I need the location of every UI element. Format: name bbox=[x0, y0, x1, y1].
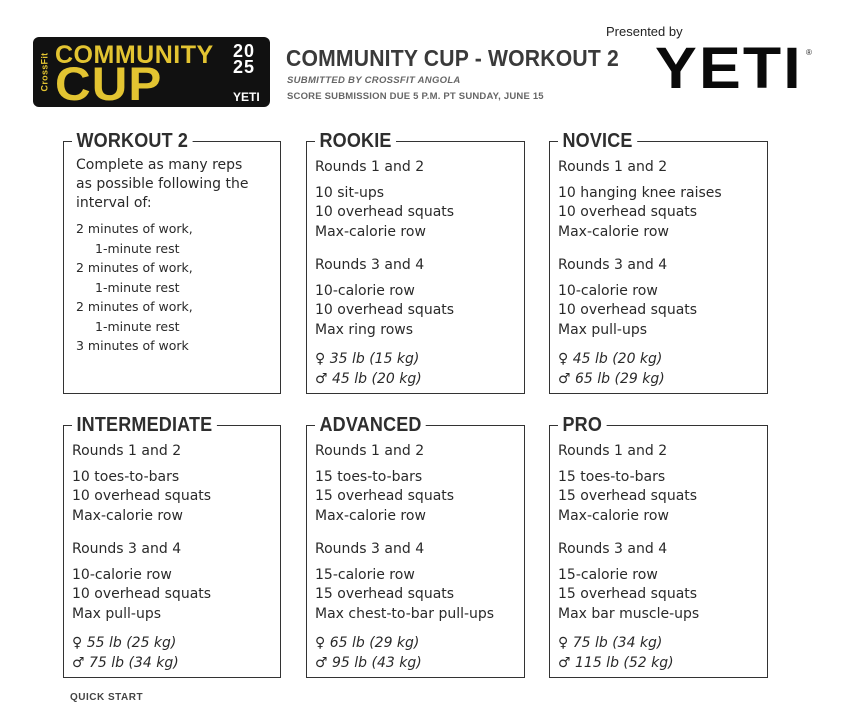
movement: 10-calorie row bbox=[558, 282, 658, 299]
rounds-label: Rounds 1 and 2 bbox=[315, 159, 425, 175]
registered-mark: ® bbox=[806, 48, 812, 57]
logo-sponsor-text: YETI bbox=[233, 90, 260, 104]
movement: 10 overhead squats bbox=[558, 302, 698, 318]
workout-intro-line: interval of: bbox=[76, 195, 152, 211]
movement: Max-calorie row bbox=[315, 507, 426, 524]
male-weight: ♂ 115 lb (52 kg) bbox=[558, 654, 674, 671]
workout-intro-line: Complete as many reps bbox=[76, 157, 243, 173]
interval-rest: 1-minute rest bbox=[95, 240, 180, 256]
movement: 15-calorie row bbox=[315, 566, 415, 583]
page-title: COMMUNITY CUP - WORKOUT 2 bbox=[286, 45, 619, 71]
movement: 10-calorie row bbox=[315, 282, 415, 299]
male-weight: ♂ 45 lb (20 kg) bbox=[315, 370, 422, 387]
division-box-advanced bbox=[306, 414, 525, 678]
male-weight: ♂ 95 lb (43 kg) bbox=[315, 654, 422, 671]
quick-start-heading-partial: QUICK START bbox=[70, 692, 144, 703]
movement: 15 overhead squats bbox=[558, 488, 698, 504]
interval-rest: 1-minute rest bbox=[95, 318, 180, 334]
rounds-label: Rounds 3 and 4 bbox=[315, 541, 425, 557]
movement: 15 toes-to-bars bbox=[315, 468, 423, 485]
movement: Max-calorie row bbox=[558, 507, 669, 524]
movement: 10 hanging knee raises bbox=[558, 184, 722, 201]
division-title: ADVANCED bbox=[315, 413, 426, 437]
rounds-label: Rounds 3 and 4 bbox=[558, 257, 668, 273]
logo-community-text: COMMUNITY bbox=[55, 41, 214, 69]
rounds-label: Rounds 3 and 4 bbox=[72, 541, 182, 557]
division-title: INTERMEDIATE bbox=[72, 413, 217, 437]
rounds-label: Rounds 3 and 4 bbox=[558, 541, 668, 557]
movement: Max ring rows bbox=[315, 321, 414, 338]
movement: Max pull-ups bbox=[558, 321, 648, 338]
movement: 15 overhead squats bbox=[315, 488, 455, 504]
rounds-label: Rounds 1 and 2 bbox=[315, 443, 425, 459]
movement: 10 overhead squats bbox=[315, 204, 455, 220]
division-box-rookie bbox=[306, 130, 525, 394]
movement: Max-calorie row bbox=[72, 507, 183, 524]
community-cup-logo bbox=[33, 37, 270, 107]
division-title: ROOKIE bbox=[315, 129, 396, 153]
movement: Max bar muscle-ups bbox=[558, 605, 700, 622]
division-box-novice bbox=[549, 130, 768, 394]
interval-rest: 1-minute rest bbox=[95, 279, 180, 295]
movement: Max-calorie row bbox=[315, 223, 426, 240]
movement: Max-calorie row bbox=[558, 223, 669, 240]
logo-cup-text: CUP bbox=[55, 57, 163, 107]
female-weight: ♀ 55 lb (25 kg) bbox=[72, 635, 177, 651]
rounds-label: Rounds 1 and 2 bbox=[72, 443, 182, 459]
movement: 10 overhead squats bbox=[72, 586, 212, 602]
interval-work: 2 minutes of work, bbox=[76, 221, 193, 236]
division-title: PRO bbox=[558, 413, 607, 437]
female-weight: ♀ 75 lb (34 kg) bbox=[558, 635, 663, 651]
movement: Max chest-to-bar pull-ups bbox=[315, 605, 495, 622]
movement: 10 sit-ups bbox=[315, 184, 385, 201]
movement: 10-calorie row bbox=[72, 566, 172, 583]
movement: 15 overhead squats bbox=[315, 586, 455, 602]
rounds-label: Rounds 1 and 2 bbox=[558, 159, 668, 175]
page-subtitle: SUBMITTED BY CROSSFIT ANGOLA bbox=[287, 75, 461, 86]
male-weight: ♂ 75 lb (34 kg) bbox=[72, 654, 179, 671]
logo-year: 20 25 bbox=[233, 41, 256, 77]
female-weight: ♀ 35 lb (15 kg) bbox=[315, 351, 420, 367]
interval-work: 2 minutes of work, bbox=[76, 260, 193, 275]
interval-work: 2 minutes of work, bbox=[76, 299, 193, 314]
yeti-logo: YETI bbox=[655, 36, 803, 101]
movement: 10 overhead squats bbox=[72, 488, 212, 504]
rounds-label: Rounds 1 and 2 bbox=[558, 443, 668, 459]
movement: Max pull-ups bbox=[72, 605, 162, 622]
division-box-intermediate bbox=[63, 414, 281, 678]
movement: 10 overhead squats bbox=[315, 302, 455, 318]
workout-intro-line: as possible following the bbox=[76, 176, 249, 192]
male-weight: ♂ 65 lb (29 kg) bbox=[558, 370, 665, 387]
movement: 10 overhead squats bbox=[558, 204, 698, 220]
division-box-pro bbox=[549, 414, 768, 678]
interval-work: 3 minutes of work bbox=[76, 338, 189, 353]
workout-description-box bbox=[63, 130, 281, 394]
movement: 15-calorie row bbox=[558, 566, 658, 583]
division-title: NOVICE bbox=[558, 129, 637, 153]
rounds-label: Rounds 3 and 4 bbox=[315, 257, 425, 273]
submission-deadline: SCORE SUBMISSION DUE 5 P.M. PT SUNDAY, JUNE 15 bbox=[287, 91, 544, 102]
female-weight: ♀ 45 lb (20 kg) bbox=[558, 351, 663, 367]
crossfit-wordmark: CrossFit bbox=[39, 52, 49, 92]
presented-by-label: Presented by bbox=[606, 24, 683, 39]
movement: 15 overhead squats bbox=[558, 586, 698, 602]
workout-title: WORKOUT 2 bbox=[72, 129, 193, 153]
female-weight: ♀ 65 lb (29 kg) bbox=[315, 635, 420, 651]
movement: 15 toes-to-bars bbox=[558, 468, 666, 485]
movement: 10 toes-to-bars bbox=[72, 468, 180, 485]
